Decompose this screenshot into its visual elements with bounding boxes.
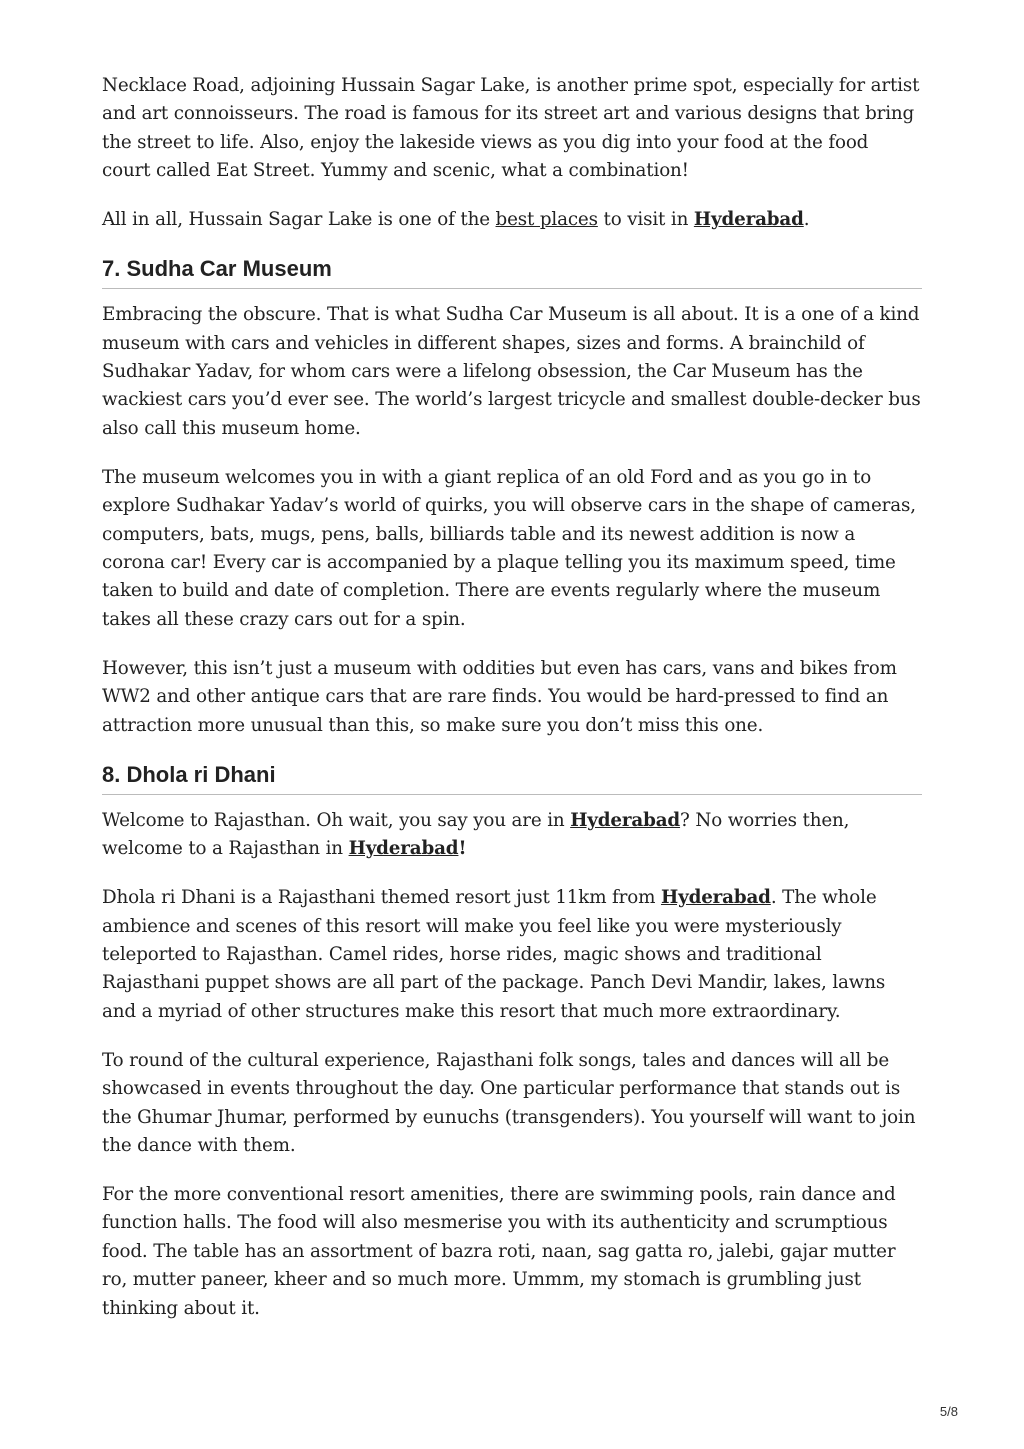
text-span: .: [803, 209, 810, 231]
text-span: to visit in: [597, 209, 694, 231]
hyderabad-link[interactable]: Hyderabad: [693, 209, 804, 231]
text-span: . The whole ambience and scenes of this resort will make you feel like you were mysteriously teleported to Rajasthan. Camel rides, horse rides, magic shows and traditional Rajasthani puppet shows are all part of the package. Panch Devi Mandir, lakes, lawns and a myriad of other structures make this resort that much more extraordinary.: [102, 887, 886, 1022]
text-span: ? No worries then, welcome to a Rajasthan in: [102, 809, 850, 860]
paragraph-dhola-resort: [102, 884, 922, 1026]
document-page: [102, 72, 922, 1344]
text-span: !: [458, 838, 467, 860]
hyderabad-link[interactable]: Hyderabad: [660, 887, 771, 909]
paragraph-sudha-exhibits: The museum welcomes you in with a giant replica of an old Ford and as you go in to explore Sudhakar Yadav’s world of quirks, you will observe cars in the shape of cameras, computers, bats, mugs, pens, balls, billiards table and its newest addition is now a corona car! Every car is accompanied by a plaque telling you its maximum speed, time taken to build and date of completion. There are events regularly where the museum takes all these crazy cars out for a spin.: [102, 466, 916, 630]
paragraph-sudha-antiques: However, this isn’t just a museum with oddities but even has cars, vans and bikes from WW2 and other antique cars that are rare finds. You would be hard-pressed to find an attraction more unusual than this, so make sure you don’t miss this one.: [102, 657, 897, 736]
hyderabad-link[interactable]: Hyderabad: [348, 838, 459, 860]
paragraph-dhola-culture: To round of the cultural experience, Rajasthani folk songs, tales and dances will all be showcased in events throughout the day. One particular performance that stands out is the Ghumar Jhumar, performed by eunuchs (transgenders). You yourself will want to join the dance with them.: [102, 1049, 916, 1156]
page-number: 5/8: [939, 1404, 958, 1419]
paragraph-dhola-amenities: For the more conventional resort amenities, there are swimming pools, rain dance and function halls. The food will also mesmerise you with its authenticity and scrumptious food. The table has an assortment of bazra roti, naan, sag gatta ro, jalebi, gajar mutter ro, mutter paneer, kheer and so much more. Ummm, my stomach is grumbling just thinking about it.: [102, 1183, 896, 1319]
paragraph-dhola-welcome: [102, 807, 922, 864]
text-span: All in all, Hussain Sagar Lake is one of the: [102, 209, 496, 231]
section-heading-dhola-ri-dhani: 8. Dhola ri Dhani: [102, 761, 922, 795]
section-heading-sudha-car-museum: 7. Sudha Car Museum: [102, 255, 922, 289]
text-span: Dhola ri Dhani is a Rajasthani themed resort just 11km from: [102, 887, 661, 909]
hyderabad-link[interactable]: Hyderabad: [570, 809, 681, 831]
text-span: Welcome to Rajasthan. Oh wait, you say you are in: [102, 809, 571, 831]
paragraph-sudha-intro: Embracing the obscure. That is what Sudha Car Museum is all about. It is a one of a kind museum with cars and vehicles in different shapes, sizes and forms. A brainchild of Sudhakar Yadav, for whom cars were a lifelong obsession, the Car Museum has the wackiest cars you’d ever see. The world’s largest tricycle and smallest double-decker bus also call this museum home.: [102, 304, 921, 439]
best-places-link[interactable]: best places: [495, 209, 598, 231]
paragraph-necklace-road: Necklace Road, adjoining Hussain Sagar Lake, is another prime spot, especially for artist and art connoisseurs. The road is famous for its street art and various designs that bring the street to life. Also, enjoy the lakeside views as you dig into your food at the food court called Eat Street. Yummy and scenic, what a combination!: [102, 75, 920, 182]
paragraph-hussain-sagar-summary: [102, 206, 922, 234]
